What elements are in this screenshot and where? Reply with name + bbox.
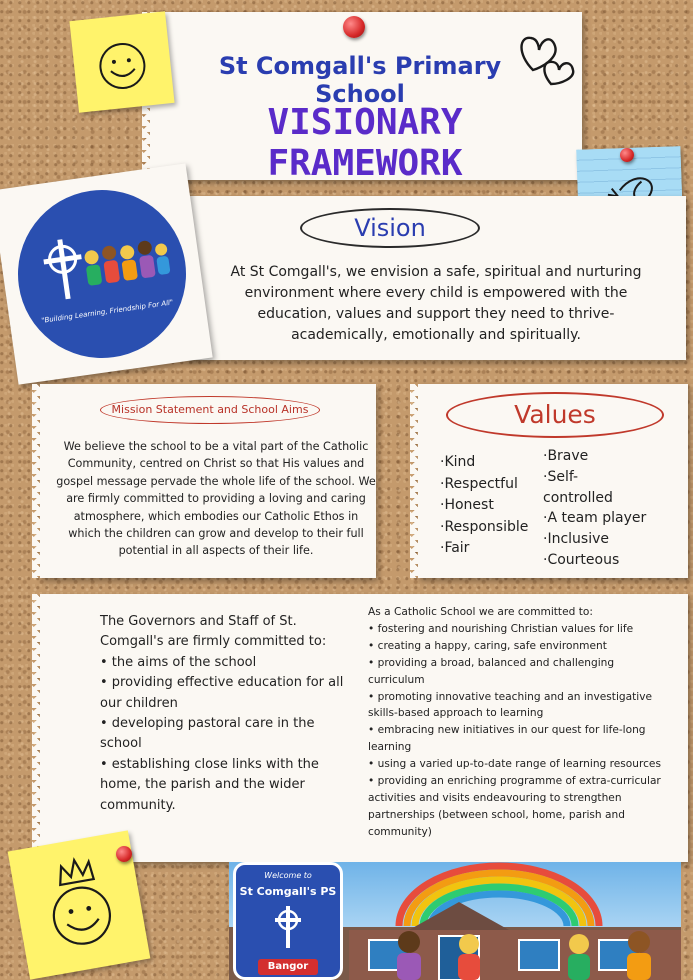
list-item: ·Courteous	[543, 551, 620, 568]
list-item: ·Honest	[440, 497, 494, 513]
values-heading: Values	[446, 392, 664, 438]
red-pushpin-icon	[620, 148, 634, 162]
catholic-commitments	[368, 604, 668, 841]
list-item: • establishing close links with the home, the parish and the wider community.	[100, 756, 319, 813]
list-item: • fostering and nourishing Christian values for life	[368, 622, 634, 635]
sticky-note-smiley	[69, 11, 174, 113]
list-item: • developing pastoral care in the school	[100, 716, 315, 752]
list-item: ·Responsible	[440, 518, 529, 535]
list-item: ·Kind	[440, 454, 476, 470]
list-item: • using a varied up-to-date range of learning resources	[368, 758, 661, 771]
values-list-right	[543, 446, 646, 571]
banner-badge	[233, 862, 343, 980]
catholic-intro: As a Catholic School we are committed to:	[368, 606, 593, 618]
banner-welcome: Welcome to	[264, 871, 312, 880]
governors-commitments	[100, 612, 348, 816]
mission-text: We believe the school to be a vital part of the Catholic Community, centred on Christ so that His values and gospel message pervade the whole life of the school. We are firmly committed to providing a loving and caring atmosphere, which embodies our Catholic Ethos in which the children can grow and develop to their full potential in all aspects of their life.	[56, 440, 376, 558]
vision-heading: Vision	[300, 208, 480, 248]
list-item: • creating a happy, caring, safe environment	[368, 639, 607, 652]
banner-town: Bangor	[258, 959, 318, 975]
children-group-icon	[78, 235, 174, 297]
page-title: VISIONARY FRAMEWORK	[267, 102, 463, 184]
smiley-face-icon	[69, 11, 174, 113]
logo-motto: "Building Learning, Friendship For All"	[40, 298, 174, 325]
list-item: • promoting innovative teaching and an investigative skills-based approach to learning	[368, 690, 652, 720]
school-banner-image	[229, 862, 681, 980]
list-item: ·Inclusive	[543, 531, 609, 548]
list-item: ·Respectful	[440, 475, 518, 492]
vision-text: At St Comgall's, we envision a safe, spiritual and nurturing environment where every child is empowered with the education, values and support they need to thrive- academically, emotionally and spiritually.	[230, 264, 642, 343]
mission-heading: Mission Statement and School Aims	[100, 396, 320, 424]
red-pushpin-icon	[343, 16, 365, 38]
school-logo	[7, 179, 197, 369]
cartoon-children-icon	[389, 928, 679, 980]
list-item: • providing a broad, balanced and challenging curriculum	[368, 656, 615, 686]
list-item: controlled	[543, 489, 613, 506]
values-list-left	[440, 452, 528, 560]
celtic-cross-icon	[272, 905, 304, 949]
list-item: ·Self-	[543, 468, 579, 485]
list-item: ·A team player	[543, 510, 647, 527]
list-item: • providing an enriching programme of extra-curricular activities and visits endeavouring to strengthen partnerships (between school, home, parish and community)	[368, 775, 661, 838]
banner-school-name: St Comgall's PS	[239, 885, 337, 898]
list-item: • providing effective education for all our children	[100, 675, 344, 711]
red-pushpin-icon	[116, 846, 132, 862]
school-name: St Comgall's Primary School	[218, 52, 502, 108]
list-item: • embracing new initiatives in our quest for life-long learning	[368, 724, 646, 754]
list-item: ·Brave	[543, 448, 589, 464]
list-item: ·Fair	[440, 540, 470, 556]
logo-polaroid	[0, 163, 213, 384]
governors-intro: The Governors and Staff of St. Comgall's are firmly committed to:	[100, 614, 327, 650]
list-item: • the aims of the school	[100, 654, 257, 670]
